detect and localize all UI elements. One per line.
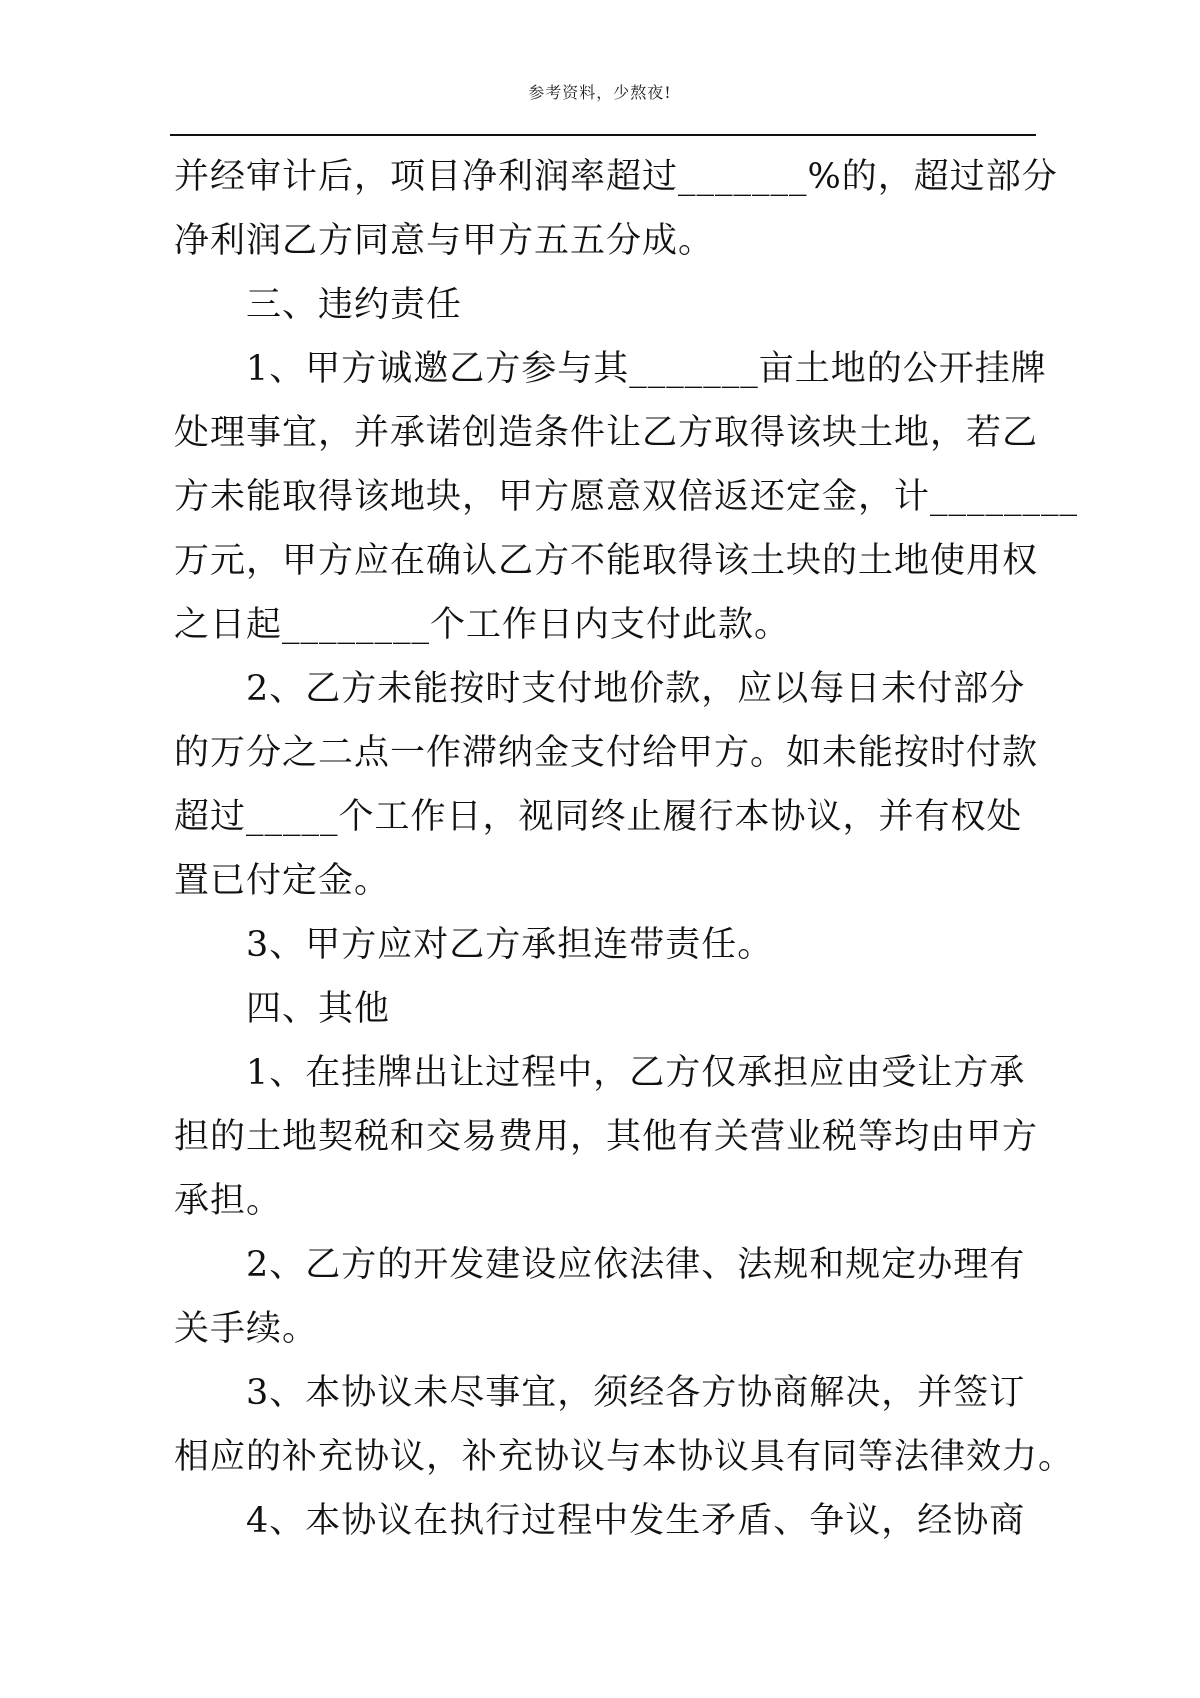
text-line: 承担。	[174, 1181, 283, 1221]
text-line: 的万分之二点一作滞纳金支付给甲方。如未能按时付款	[174, 733, 1039, 773]
text-line: 四、其他	[246, 989, 391, 1029]
text-line: 置已付定金。	[174, 861, 391, 901]
text-line: 1、在挂牌出让过程中，乙方仅承担应由受让方承	[246, 1053, 1026, 1093]
text-line: 超过_____个工作日，视同终止履行本协议，并有权处	[174, 797, 1023, 837]
text-line: 4、本协议在执行过程中发生矛盾、争议，经协商	[246, 1501, 1026, 1541]
text-line: 担的土地契税和交易费用，其他有关营业税等均由甲方	[174, 1117, 1039, 1157]
text-line: 并经审计后，项目净利润率超过_______%的，超过部分	[174, 157, 1058, 197]
text-line: 3、本协议未尽事宜，须经各方协商解决，并签订	[246, 1373, 1026, 1413]
text-line: 关手续。	[174, 1309, 319, 1349]
text-line: 三、违约责任	[246, 285, 463, 325]
text-line: 2、乙方的开发建设应依法律、法规和规定办理有	[246, 1245, 1026, 1285]
text-line: 方未能取得该地块，甲方愿意双倍返还定金，计________	[174, 477, 1079, 517]
text-line: 万元，甲方应在确认乙方不能取得该土块的土地使用权	[174, 541, 1039, 581]
header-divider	[170, 134, 1036, 136]
text-line: 净利润乙方同意与甲方五五分成。	[174, 221, 715, 261]
text-line: 2、乙方未能按时支付地价款，应以每日未付部分	[246, 669, 1026, 709]
text-line: 相应的补充协议，补充协议与本协议具有同等法律效力。	[174, 1437, 1075, 1477]
text-line: 3、甲方应对乙方承担连带责任。	[246, 925, 774, 965]
page-header: 参考资料，少熬夜!	[528, 83, 672, 102]
text-line: 处理事宜，并承诺创造条件让乙方取得该块土地，若乙	[174, 413, 1039, 453]
text-line: 1、甲方诚邀乙方参与其_______亩土地的公开挂牌	[246, 349, 1047, 389]
text-line: 之日起________个工作日内支付此款。	[174, 605, 791, 645]
document-body	[174, 145, 1079, 1553]
